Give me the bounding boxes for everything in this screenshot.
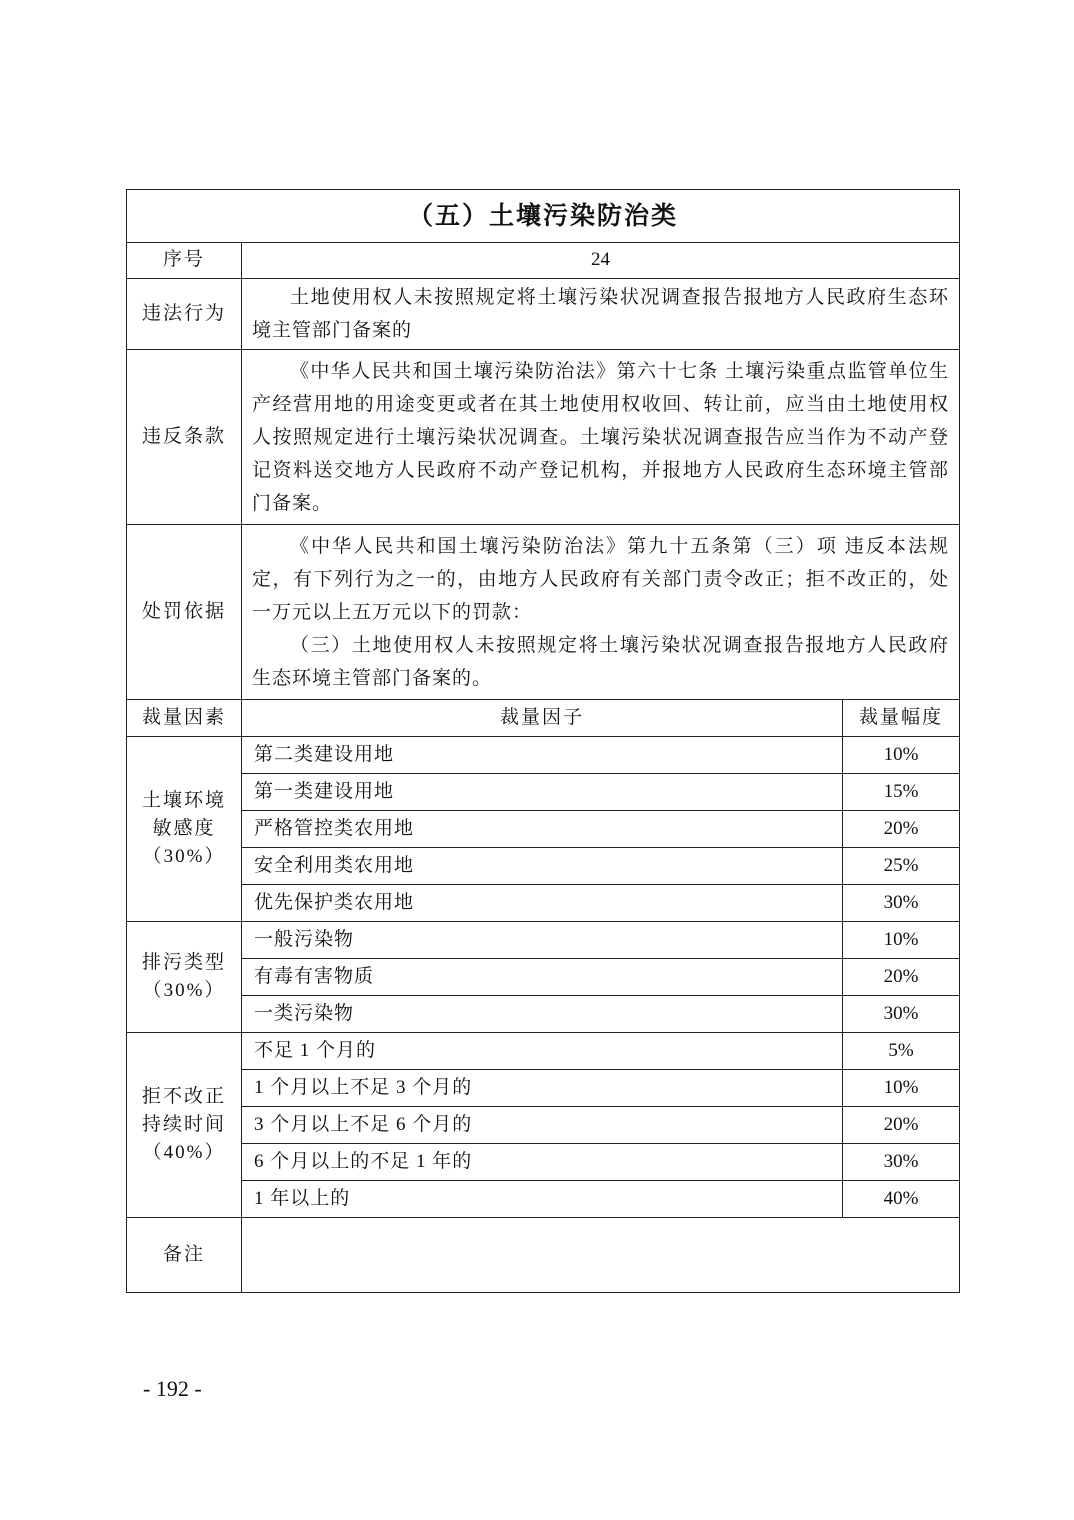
violation-label: 违法行为 xyxy=(127,279,242,350)
serial-value: 24 xyxy=(242,243,960,279)
range-cell: 30% xyxy=(843,885,960,922)
table-row xyxy=(127,885,960,922)
violation-text: 土地使用权人未按照规定将土壤污染状况调查报告报地方人民政府生态环境主管部门备案的 xyxy=(252,287,950,341)
factor-cell: 不足 1 个月的 xyxy=(242,1033,843,1070)
factor-cell: 第一类建设用地 xyxy=(242,774,843,811)
range-cell: 20% xyxy=(843,811,960,848)
penalty-basis-cell xyxy=(242,525,960,700)
discretion-factor-header: 裁量因素 xyxy=(127,700,242,737)
factor-cell: 一般污染物 xyxy=(242,922,843,959)
table-row xyxy=(127,811,960,848)
group-label-line: （30%） xyxy=(142,980,226,1001)
violation-text-cell xyxy=(242,279,960,350)
group-label-soil-sensitivity xyxy=(127,737,242,922)
factor-cell: 优先保护类农用地 xyxy=(242,885,843,922)
group-label-line: 敏感度 xyxy=(152,818,216,839)
range-cell: 30% xyxy=(843,996,960,1033)
penalty-basis-paragraph-2: （三）土地使用权人未按照规定将土壤污染状况调查报告报地方人民政府生态环境主管部门备案的。 xyxy=(252,634,950,689)
table-row xyxy=(127,1033,960,1070)
factor-cell: 6 个月以上的不足 1 年的 xyxy=(242,1144,843,1181)
factor-cell: 第二类建设用地 xyxy=(242,737,843,774)
table-row xyxy=(127,774,960,811)
remarks-value xyxy=(242,1218,960,1293)
discretion-subfactor-header: 裁量因子 xyxy=(242,700,843,737)
discretion-range-header: 裁量幅度 xyxy=(843,700,960,737)
table-row xyxy=(127,922,960,959)
violated-clause-text: 《中华人民共和国土壤污染防治法》第六十七条 土壤污染重点监管单位生产经营用地的用途变更或者在其土地使用权收回、转让前，应当由土地使用权人按照规定进行土壤污染状况调查。土壤污染状况调查报告应当作为不动产登记资料送交地方人民政府不动产登记机构，并报地方人民政府生态环境主管部门备案。 xyxy=(252,360,950,514)
group-label-line: 持续时间 xyxy=(141,1114,226,1135)
table-row xyxy=(127,1070,960,1107)
table-row xyxy=(127,1181,960,1218)
range-cell: 30% xyxy=(843,1144,960,1181)
group-label-line: （40%） xyxy=(142,1142,226,1163)
factor-cell: 1 年以上的 xyxy=(242,1181,843,1218)
table-row xyxy=(127,1144,960,1181)
table-row xyxy=(127,737,960,774)
factor-cell: 3 个月以上不足 6 个月的 xyxy=(242,1107,843,1144)
penalty-basis-paragraph-1: 《中华人民共和国土壤污染防治法》第九十五条第（三）项 违反本法规定，有下列行为之一的，由地方人民政府有关部门责令改正；拒不改正的，处一万元以上五万元以下的罚款： xyxy=(252,535,950,623)
penalty-discretion-table xyxy=(126,189,960,1293)
range-cell: 10% xyxy=(843,1070,960,1107)
page-number: - 192 - xyxy=(143,1376,202,1401)
range-cell: 25% xyxy=(843,848,960,885)
factor-cell: 一类污染物 xyxy=(242,996,843,1033)
range-cell: 10% xyxy=(843,737,960,774)
group-label-line: （30%） xyxy=(142,846,226,867)
group-label-line: 拒不改正 xyxy=(141,1086,226,1107)
factor-cell: 安全利用类农用地 xyxy=(242,848,843,885)
penalty-basis-label: 处罚依据 xyxy=(127,525,242,700)
group-label-line: 排污类型 xyxy=(141,952,226,973)
remarks-label: 备注 xyxy=(127,1218,242,1293)
table-row xyxy=(127,959,960,996)
group-label-pollutant-type xyxy=(127,922,242,1033)
group-label-refusal-duration xyxy=(127,1033,242,1218)
serial-label: 序号 xyxy=(127,243,242,279)
range-cell: 15% xyxy=(843,774,960,811)
table-row xyxy=(127,1107,960,1144)
range-cell: 10% xyxy=(843,922,960,959)
range-cell: 5% xyxy=(843,1033,960,1070)
factor-cell: 1 个月以上不足 3 个月的 xyxy=(242,1070,843,1107)
violated-clause-cell xyxy=(242,350,960,525)
table-row xyxy=(127,848,960,885)
range-cell: 40% xyxy=(843,1181,960,1218)
factor-cell: 严格管控类农用地 xyxy=(242,811,843,848)
range-cell: 20% xyxy=(843,1107,960,1144)
table-row xyxy=(127,996,960,1033)
factor-cell: 有毒有害物质 xyxy=(242,959,843,996)
violated-clause-label: 违反条款 xyxy=(127,350,242,525)
group-label-line: 土壤环境 xyxy=(141,790,226,811)
table-title: （五）土壤污染防治类 xyxy=(127,190,960,243)
range-cell: 20% xyxy=(843,959,960,996)
